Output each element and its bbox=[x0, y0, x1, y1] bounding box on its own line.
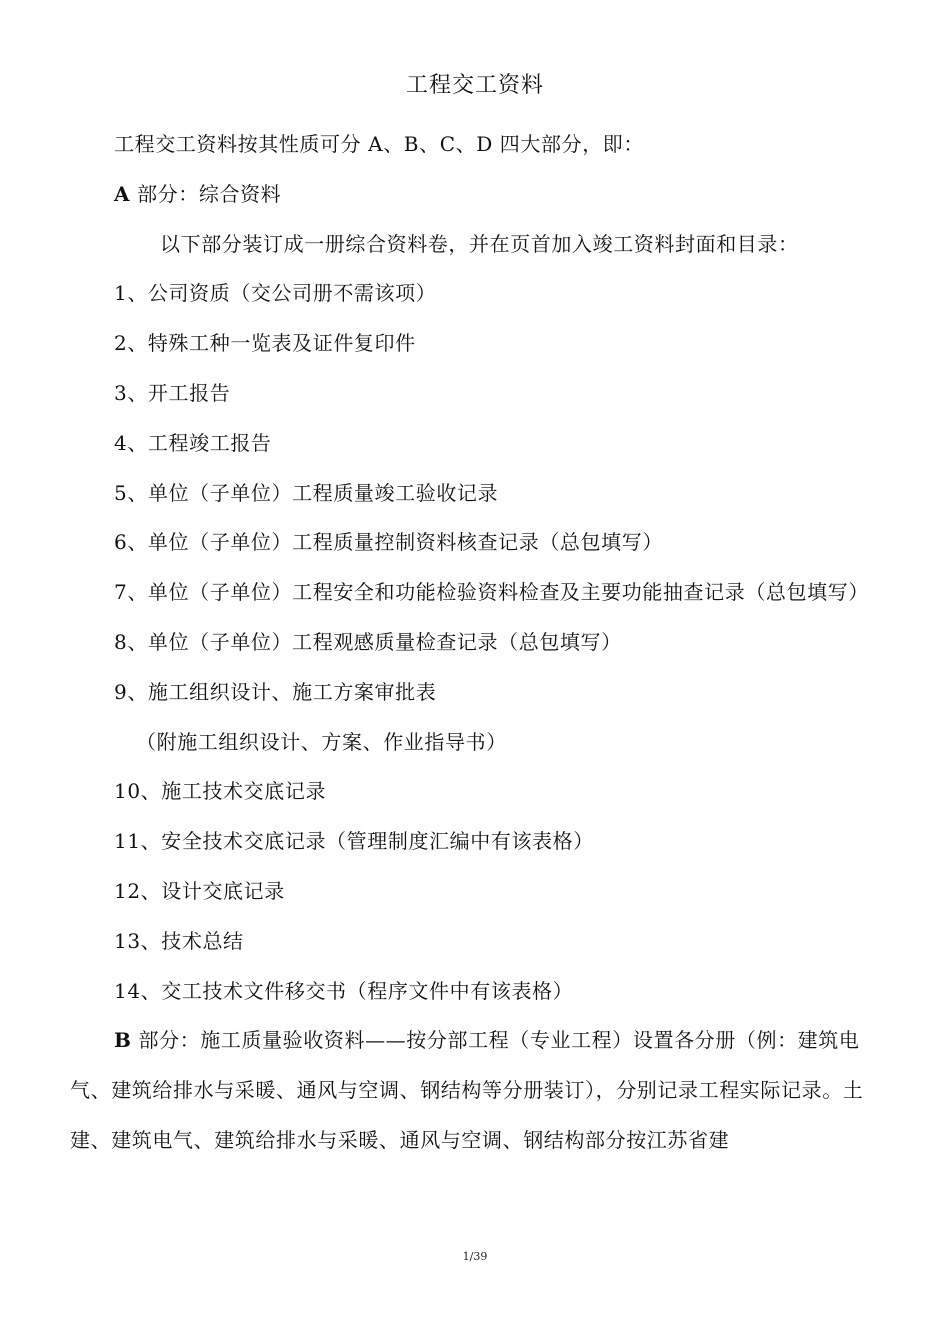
list-item: 9、施工组织设计、施工方案审批表 bbox=[114, 679, 437, 704]
list-item: 12、设计交底记录 bbox=[114, 878, 285, 903]
section-b-label: B bbox=[114, 1028, 132, 1053]
section-a-label: A bbox=[114, 181, 131, 206]
list-item: 6、单位（子单位）工程质量控制资料核查记录（总包填写） bbox=[114, 530, 663, 555]
intro-paragraph: 工程交工资料按其性质可分 A、B、C、D 四大部分，即： bbox=[114, 132, 644, 156]
list-item: 3、开工报告 bbox=[114, 380, 231, 405]
section-b-paragraph bbox=[70, 1016, 886, 1165]
list-item-sub-note: （附施工组织设计、方案、作业指导书） bbox=[136, 729, 507, 754]
document-body bbox=[70, 120, 886, 1166]
list-item: 13、技术总结 bbox=[114, 928, 244, 953]
section-a-heading-text: 部分：综合资料 bbox=[130, 181, 282, 206]
list-item: 4、工程竣工报告 bbox=[114, 430, 272, 455]
section-a-heading bbox=[70, 170, 886, 220]
list-item: 11、安全技术交底记录（管理制度汇编中有该表格） bbox=[114, 829, 594, 854]
list-item: 10、施工技术交底记录 bbox=[114, 779, 327, 804]
list-item: 1、公司资质（交公司册不需该项） bbox=[114, 281, 437, 306]
document-title: 工程交工资料 bbox=[405, 73, 544, 98]
list-item: 8、单位（子单位）工程观感质量检查记录（总包填写） bbox=[114, 629, 622, 654]
list-item: 5、单位（子单位）工程质量竣工验收记录 bbox=[114, 480, 499, 505]
list-item: 14、交工技术文件移交书（程序文件中有该表格） bbox=[114, 978, 574, 1003]
section-b-text: 部分：施工质量验收资料——按分部工程（专业工程）设置各分册（例：建筑电气、建筑给排水与采暖、通风与空调、钢结构等分册装订），分别记录工程实际记录。土建、建筑电气、建筑给排水与采暖、通风与空调、钢结构部分按江苏省建 bbox=[70, 1028, 864, 1152]
section-a-note: 以下部分装订成一册综合资料卷，并在页首加入竣工资料封面和目录： bbox=[160, 231, 799, 256]
page-number: 1/39 bbox=[462, 1250, 488, 1263]
list-item: 2、特殊工种一览表及证件复印件 bbox=[114, 331, 416, 356]
list-item: 7、单位（子单位）工程安全和功能检验资料检查及主要功能抽查记录（总包填写） bbox=[114, 580, 869, 605]
